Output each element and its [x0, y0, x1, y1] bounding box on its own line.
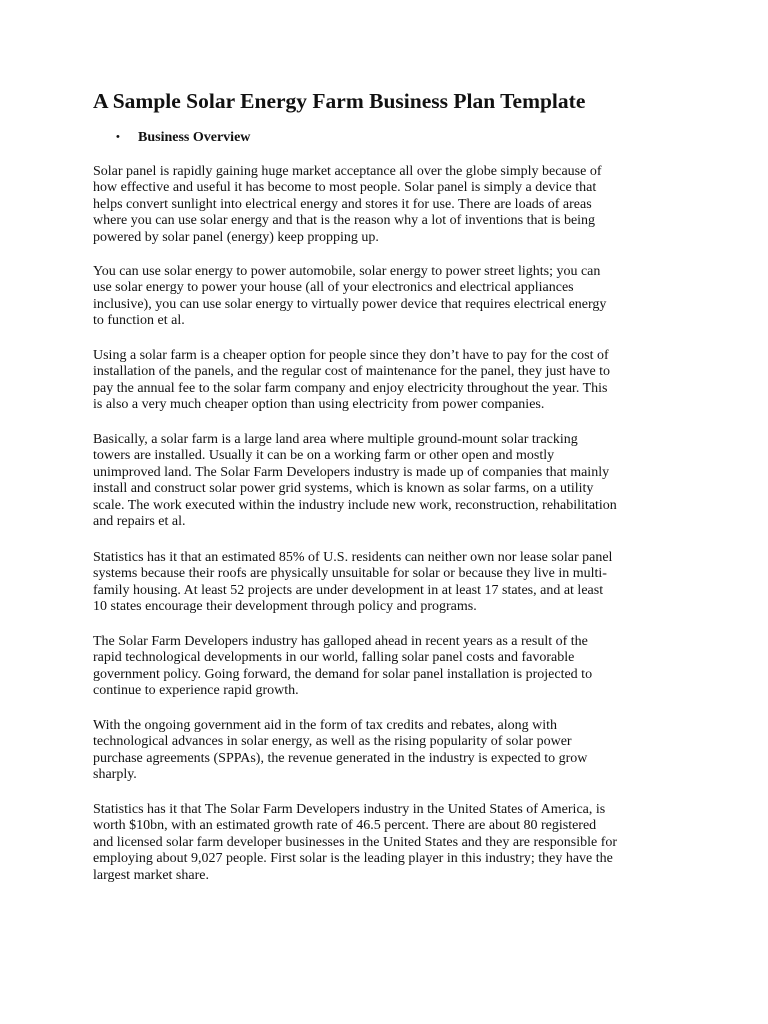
document-title: A Sample Solar Energy Farm Business Plan Template: [93, 89, 586, 113]
paragraph-6: The Solar Farm Developers industry has galloped ahead in recent years as a result of the rapid technological developments in our world, falling solar panel costs and favorable government policy. Going forward, the demand for solar panel installation is projected to continue to experience rapid growth.: [93, 634, 593, 699]
paragraph-4: Basically, a solar farm is a large land area where multiple ground-mount solar tracking towers are installed. Usually it can be on a working farm or other open and mostly unimproved land. The Solar Farm Developers industry is made up of companies that mainly install and construct solar power grid systems, which is known as solar farms, on a utility scale. The work executed within the industry include new work, reconstruction, rehabilitation and repairs et al.: [93, 432, 617, 530]
paragraph-1: Solar panel is rapidly gaining huge market acceptance all over the globe simply because of how effective and useful it has become to most people. Solar panel is simply a device that helps convert sunlight into electrical energy and stores it for use. There are loads of areas where you can use solar energy and that is the reason why a lot of inventions that is being powered by solar panel (energy) keep propping up.: [93, 164, 602, 245]
paragraph-5: Statistics has it that an estimated 85% of U.S. residents can neither own nor lease solar panel systems because their roofs are physically unsuitable for solar or because they live in multi- family housing. At least 52 projects are under development in at least 17 states, and at least 10 states encourage their development through policy and programs.: [93, 550, 613, 615]
section-heading: Business Overview: [138, 130, 251, 145]
section-bullet-item: [116, 128, 250, 147]
bullet-icon: •: [116, 131, 120, 143]
paragraph-2: You can use solar energy to power automobile, solar energy to power street lights; you can use solar energy to power your house (all of your electronics and electrical appliances inclusive), you can use solar energy to virtually power device that requires electrical energy to function et al.: [93, 264, 607, 329]
paragraph-3: Using a solar farm is a cheaper option for people since they don’t have to pay for the cost of installation of the panels, and the regular cost of maintenance for the panel, they just have to pay the annual fee to the solar farm company and enjoy electricity throughout the year. This is also a very much cheaper option than using electricity from power companies.: [93, 348, 611, 413]
paragraph-7: With the ongoing government aid in the form of tax credits and rebates, along with technological advances in solar energy, as well as the rising popularity of solar power purchase agreements (SPPAs), the revenue generated in the industry is expected to grow sharply.: [93, 718, 588, 783]
paragraph-8: Statistics has it that The Solar Farm Developers industry in the United States of America, is worth $10bn, with an estimated growth rate of 46.5 percent. There are about 80 registered and licensed solar farm developer businesses in the United States and they are responsible for employing about 9,027 people. First solar is the leading player in this industry; they have the largest market share.: [93, 802, 618, 883]
